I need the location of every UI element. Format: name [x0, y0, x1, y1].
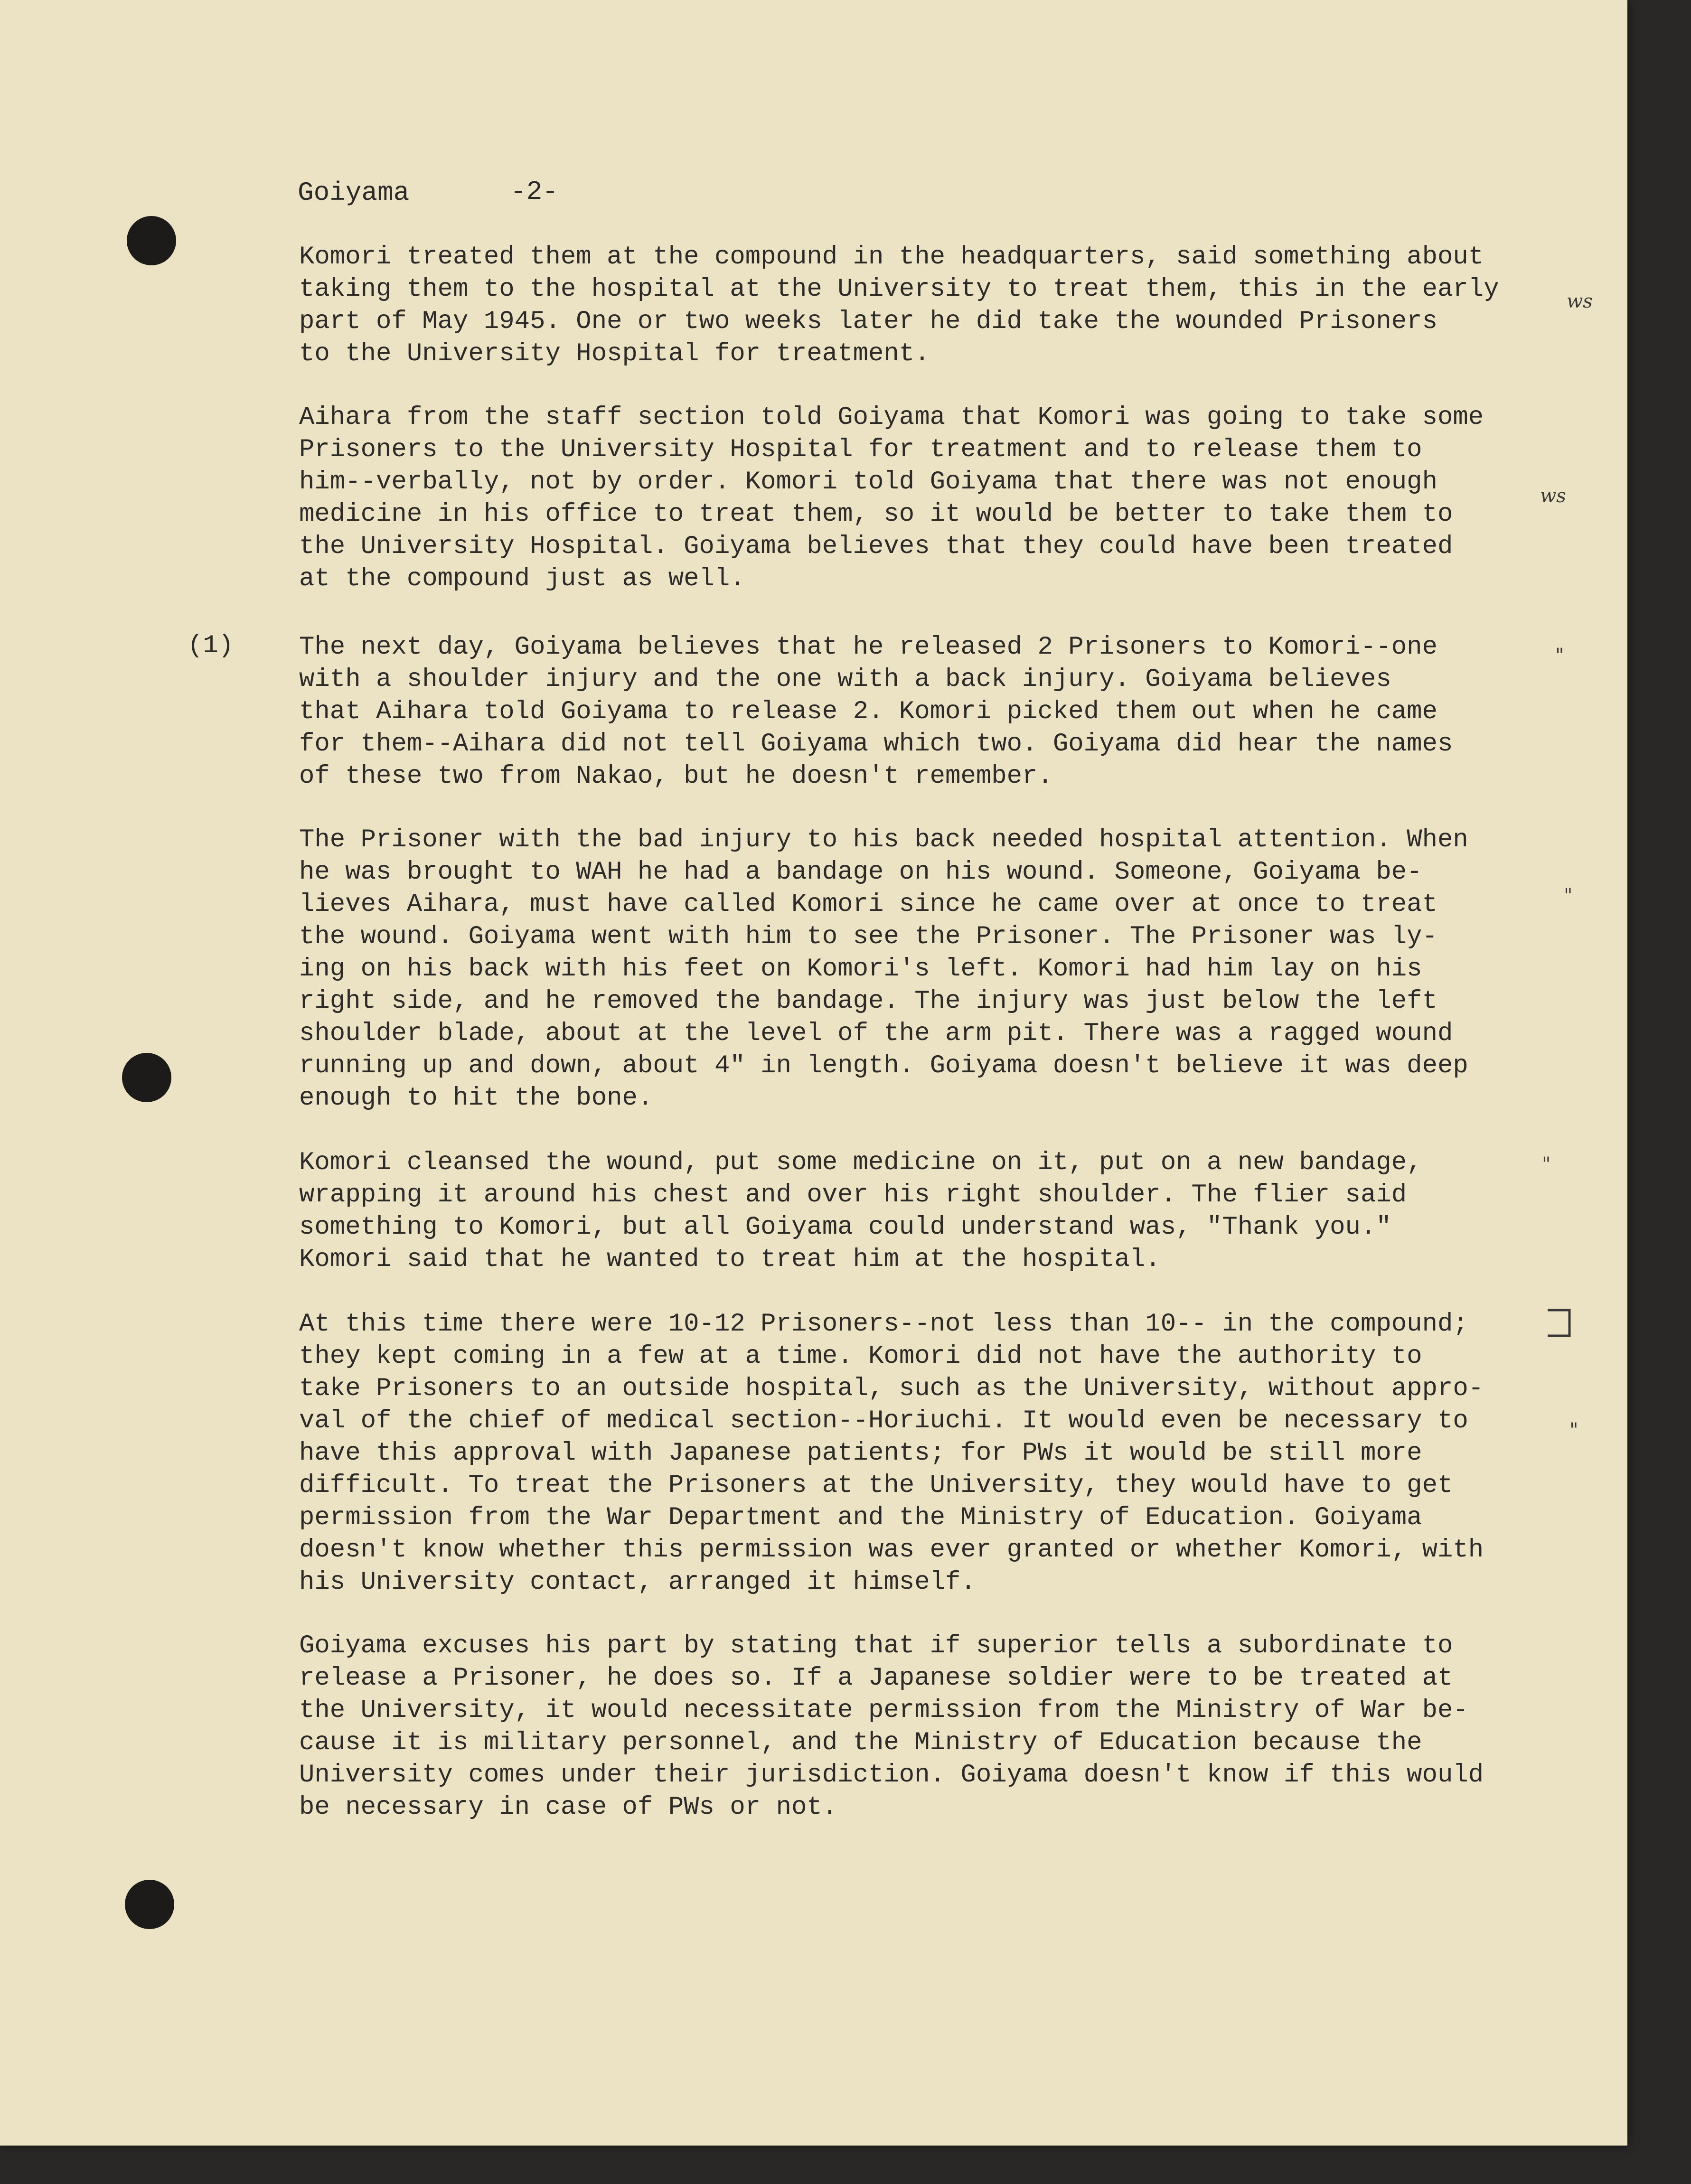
paragraph-4: The Prisoner with the bad injury to his back needed hospital attention. When he was brought to WAH he had a bandage on his wound. Someone, Goiyama be- lieves Aihara, must have called Komori since he came over at once to treat the wound. Goiyama went with him to see the Prisoner. The Prisoner was ly- ing on his back with his feet on Komori's left. Komori had him lay on his right side, and he removed the bandage. The injury was just below the left shoulder blade, about at the level of the arm pit. There was a ragged wound running up and down, about 4" in length. Goiyama doesn't believe it was deep enough to hit the bone. — [299, 825, 1468, 1113]
bracket-mark-icon — [1545, 1306, 1574, 1340]
margin-initial: ws — [1567, 291, 1593, 312]
paragraph-1: Komori treated them at the compound in the headquarters, said something about taking them to the hospital at the University to treat them, this in the early part of May 1945. One or two weeks later he did take the wounded Prisoners to the University Hospital for treatment. — [299, 243, 1499, 368]
header-name: Goiyama — [298, 178, 410, 208]
margin-initial: ws — [1540, 485, 1566, 507]
margin-ditto: " — [1569, 1419, 1578, 1441]
paragraph-6: At this time there were 10-12 Prisoners--not less than 10-- in the compound; they kept coming in a few at a time. Komori did not have the authority to take Prisoners to an outside hospital, such as the University, without appro- val of the chief of medical section--Horiuchi. It would even be necessary to have this approval with Japanese patients; for PWs it would be still more difficult. To treat the Prisoners at the University, they would have to get permission from the War Department and the Ministry of Education. Goiyama doesn't know whether this permission was ever granted or whether Komori, with his University contact, arranged it himself. — [299, 1310, 1484, 1597]
paragraph-3: The next day, Goiyama believes that he released 2 Prisoners to Komori--one with a shoulder injury and the one with a back injury. Goiyama believes that Aihara told Goiyama to release 2. Komori picked them out when he came for them--Aihara did not tell Goiyama which two. Goiyama did hear the names of these two from Nakao, but he doesn't remember. — [299, 633, 1453, 791]
margin-ditto: " — [1542, 1153, 1551, 1175]
page-number: -2- — [510, 177, 558, 207]
punch-hole — [122, 1053, 171, 1102]
margin-ditto: " — [1564, 885, 1573, 907]
paragraph-5: Komori cleansed the wound, put some medicine on it, put on a new bandage, wrapping it around his chest and over his right shoulder. The flier said something to Komori, but all Goiyama could understand was, "Thank you." Komori said that he wanted to treat him at the hospital. — [299, 1148, 1422, 1274]
paragraph-2: Aihara from the staff section told Goiyama that Komori was going to take some Prisoners to the University Hospital for treatment and to release them to him--verbally, not by order. Komori told Goiyama that there was not enough medicine in his office to treat them, so it would be better to take them to the University Hospital. Goiyama believes that they could have been treated at the compound just as well. — [299, 403, 1484, 593]
margin-ditto: " — [1555, 645, 1564, 666]
punch-hole — [127, 216, 176, 265]
punch-hole — [125, 1880, 174, 1929]
paragraph-marker: (1) — [188, 631, 234, 660]
paragraph-7: Goiyama excuses his part by stating that if superior tells a subordinate to release a Prisoner, he does so. If a Japanese soldier were to be treated at the University, it would necessitate permission from the Ministry of War be- cause it is military personnel, and the Ministry of Education because the University comes under their jurisdiction. Goiyama doesn't know if this would be necessary in case of PWs or not. — [299, 1631, 1484, 1822]
